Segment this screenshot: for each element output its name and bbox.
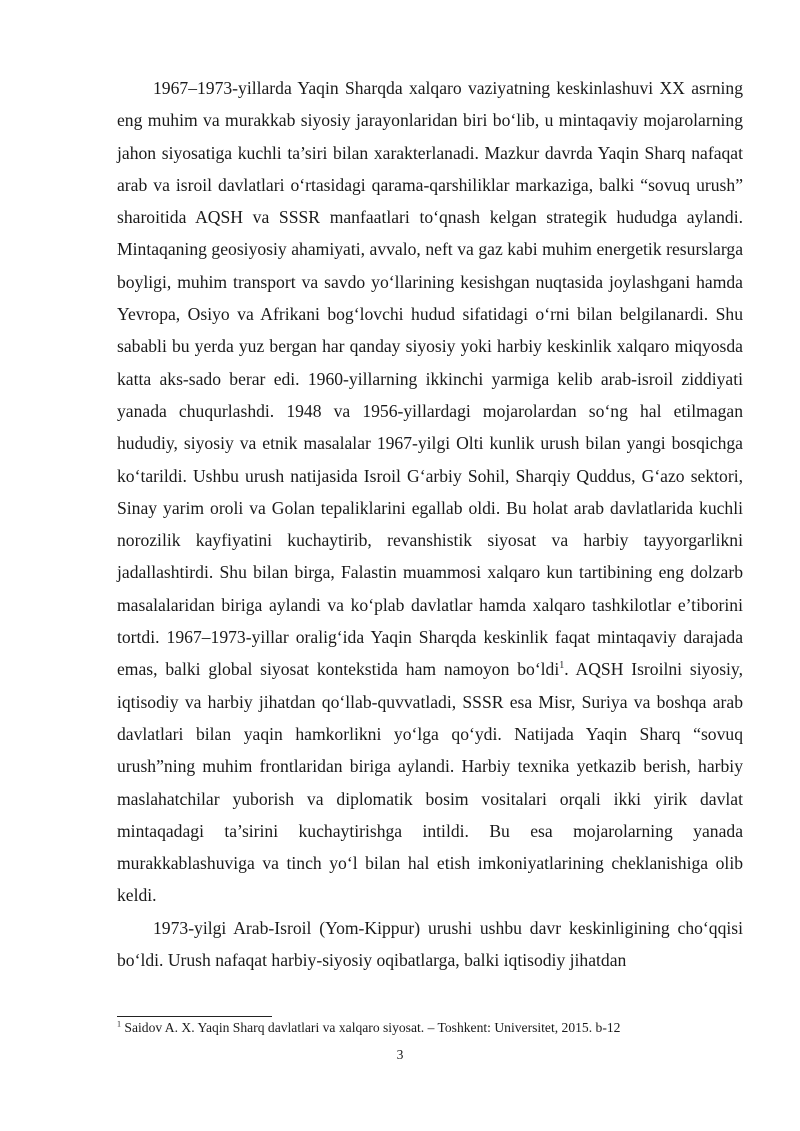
footnote — [117, 1019, 757, 1037]
paragraph-1-continuation: . AQSH Isroilni siyosiy, iqtisodiy va harbiy jihatdan qo‘llab-quvvatladi, SSSR esa Misr, Suriya va boshqa arab davlatlari bilan yaqin hamkorlikni yo‘lga qo‘ydi. Natijada Yaqin Sharq “sovuq urush”ning muhim frontlaridan biriga aylandi. Harbiy texnika yetkazib berish, harbiy maslahatchilar yuborish va diplomatik bosim vositalari orqali ikki yirik davlat mintaqadagi ta’sirini kuchaytirishga intildi. Bu esa mojarolarning yanada murakkablashuviga va tinch yo‘l bilan hal etish imkoniyatlarining cheklanishiga olib keldi. — [117, 659, 743, 906]
footnote-marker: 1 — [117, 1019, 121, 1029]
page-number: 3 — [396, 1047, 404, 1062]
paragraph-1-text: 1967–1973-yillarda Yaqin Sharqda xalqaro vaziyatning keskinlashuvi XX asrning eng muhim va murakkab siyosiy jarayonlaridan biri bo‘lib, u mintaqaviy mojarolarning jahon siyosatiga kuchli ta’siri bilan xarakterlanadi. Mazkur davrda Yaqin Sharq nafaqat arab va isroil davlatlari o‘rtasidagi qarama-qarshiliklar markaziga, balki “sovuq urush” sharoitida AQSH va SSSR manfaatlari to‘qnash kelgan strategik hududga aylandi. Mintaqaning geosiyosiy ahamiyati, avvalo, neft va gaz kabi muhim energetik resurslarga boyligi, muhim transport va savdo yo‘llarining kesishgan nuqtasida joylashgani hamda Yevropa, Osiyo va Afrikani bog‘lovchi hudud sifatidagi o‘rni bilan belgilanardi. Shu sababli bu yerda yuz bergan har qanday siyosiy yoki harbiy keskinlik xalqaro miqyosda katta aks-sado berar edi. 1960-yillarning ikkinchi yarmiga kelib arab-isroil ziddiyati yanada chuqurlashdi. 1948 va 1956-yillardagi mojarolardan so‘ng hal etilmagan hududiy, siyosiy va etnik masalalar 1967-yilgi Olti kunlik urush bilan yangi bosqichga ko‘tarildi. Ushbu urush natijasida Isroil G‘arbiy Sohil, Sharqiy Quddus, G‘azo sektori, Sinay yarim oroli va Golan tepaliklarini egallab oldi. Bu holat arab davlatlarida kuchli norozilik kayfiyatini kuchaytirib, revanshistik siyosat va harbiy tayyorgarlikni jadallashtirdi. Shu bilan birga, Falastin muammosi xalqaro kun tartibining eng dolzarb masalalaridan biriga aylandi va ko‘plab davlatlar hamda xalqaro tashkilotlar e’tiborini tortdi. 1967–1973-yillar oralig‘ida Yaqin Sharqda keskinlik faqat mintaqaviy darajada emas, balki global siyosat kontekstida ham namoyon bo‘ldi — [117, 78, 743, 680]
footnote-reference[interactable]: 1 — [559, 660, 565, 672]
paragraph-2-text: 1973-yilgi Arab-Isroil (Yom-Kippur) urushi ushbu davr keskinligining cho‘qqisi bo‘ldi. Urush nafaqat harbiy-siyosiy oqibatlarga, balki iqtisodiy jihatdan — [117, 917, 743, 971]
document-body — [117, 72, 743, 976]
footnote-text: Saidov A. X. Yaqin Sharq davlatlari va xalqaro siyosat. – Toshkent: Universitet, 2015. b-12 — [121, 1020, 621, 1035]
paragraph-1 — [117, 72, 743, 912]
paragraph-2 — [117, 912, 743, 977]
footnote-separator — [117, 1016, 272, 1017]
